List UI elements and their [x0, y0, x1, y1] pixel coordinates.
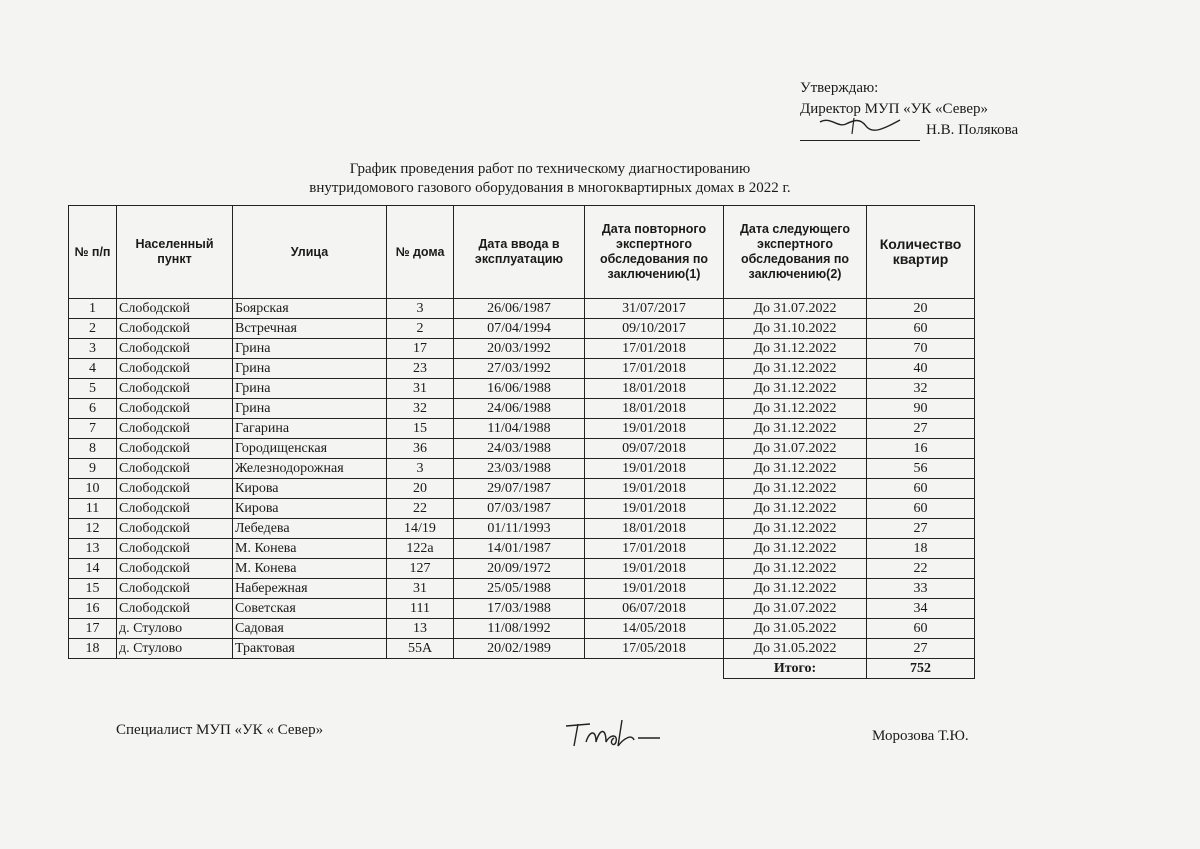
next-inspection-date-cell: До 31.12.2022: [724, 339, 867, 359]
house-number-cell: 3: [387, 459, 454, 479]
row-number-cell: 13: [69, 539, 117, 559]
apartments-count-cell: 32: [867, 379, 975, 399]
header-cell: № дома: [387, 206, 454, 299]
repeat-inspection-date-cell: 18/01/2018: [585, 519, 724, 539]
table-row: [69, 619, 975, 639]
house-number-cell: 127: [387, 559, 454, 579]
repeat-inspection-date-cell: 18/01/2018: [585, 379, 724, 399]
row-number-cell: 5: [69, 379, 117, 399]
apartments-count-cell: 60: [867, 479, 975, 499]
row-number-cell: 12: [69, 519, 117, 539]
row-number-cell: 9: [69, 459, 117, 479]
commission-date-cell: 26/06/1987: [454, 299, 585, 319]
commission-date-cell: 20/09/1972: [454, 559, 585, 579]
apartments-count-cell: 20: [867, 299, 975, 319]
settlement-cell: Слободской: [117, 299, 233, 319]
commission-date-cell: 07/04/1994: [454, 319, 585, 339]
house-number-cell: 14/19: [387, 519, 454, 539]
apartments-count-cell: 60: [867, 619, 975, 639]
next-inspection-date-cell: До 31.12.2022: [724, 459, 867, 479]
settlement-cell: Слободской: [117, 379, 233, 399]
commission-date-cell: 24/06/1988: [454, 399, 585, 419]
settlement-cell: Слободской: [117, 559, 233, 579]
table-row: [69, 399, 975, 419]
row-number-cell: 3: [69, 339, 117, 359]
next-inspection-date-cell: До 31.12.2022: [724, 379, 867, 399]
table-row: [69, 479, 975, 499]
specialist-label: Специалист МУП «УК « Север»: [116, 722, 324, 738]
row-number-cell: 7: [69, 419, 117, 439]
street-cell: Трактовая: [233, 639, 387, 659]
street-cell: Грина: [233, 379, 387, 399]
header-cell: Дата ввода в эксплуатацию: [454, 206, 585, 299]
repeat-inspection-date-cell: 14/05/2018: [585, 619, 724, 639]
house-number-cell: 20: [387, 479, 454, 499]
next-inspection-date-cell: До 31.12.2022: [724, 499, 867, 519]
next-inspection-date-cell: До 31.07.2022: [724, 599, 867, 619]
next-inspection-date-cell: До 31.12.2022: [724, 519, 867, 539]
row-number-cell: 4: [69, 359, 117, 379]
row-number-cell: 15: [69, 579, 117, 599]
total-spacer: [69, 659, 724, 679]
row-number-cell: 16: [69, 599, 117, 619]
repeat-inspection-date-cell: 17/01/2018: [585, 539, 724, 559]
repeat-inspection-date-cell: 09/07/2018: [585, 439, 724, 459]
next-inspection-date-cell: До 31.12.2022: [724, 559, 867, 579]
approval-heading: Утверждаю:: [800, 80, 879, 96]
house-number-cell: 15: [387, 419, 454, 439]
table-row: [69, 339, 975, 359]
commission-date-cell: 16/06/1988: [454, 379, 585, 399]
settlement-cell: Слободской: [117, 579, 233, 599]
commission-date-cell: 23/03/1988: [454, 459, 585, 479]
next-inspection-date-cell: До 31.07.2022: [724, 299, 867, 319]
settlement-cell: Слободской: [117, 319, 233, 339]
total-row: [69, 659, 975, 679]
street-cell: Кирова: [233, 499, 387, 519]
street-cell: Встречная: [233, 319, 387, 339]
table-row: [69, 499, 975, 519]
commission-date-cell: 29/07/1987: [454, 479, 585, 499]
table-row: [69, 639, 975, 659]
street-cell: Набережная: [233, 579, 387, 599]
settlement-cell: д. Стулово: [117, 619, 233, 639]
table-header-row: [69, 206, 975, 299]
table-row: [69, 559, 975, 579]
next-inspection-date-cell: До 31.12.2022: [724, 539, 867, 559]
commission-date-cell: 11/08/1992: [454, 619, 585, 639]
street-cell: Грина: [233, 339, 387, 359]
header-cell: Дата повторного экспертного обследования по заключению(1): [585, 206, 724, 299]
approval-block: [800, 78, 1060, 141]
header-cell: Дата следующего экспертного обследования по заключению(2): [724, 206, 867, 299]
apartments-count-cell: 90: [867, 399, 975, 419]
row-number-cell: 8: [69, 439, 117, 459]
apartments-count-cell: 27: [867, 519, 975, 539]
approval-position: Директор МУП «УК «Север»: [800, 101, 989, 117]
commission-date-cell: 14/01/1987: [454, 539, 585, 559]
commission-date-cell: 07/03/1987: [454, 499, 585, 519]
row-number-cell: 10: [69, 479, 117, 499]
house-number-cell: 13: [387, 619, 454, 639]
apartments-count-cell: 40: [867, 359, 975, 379]
apartments-count-cell: 34: [867, 599, 975, 619]
settlement-cell: Слободской: [117, 339, 233, 359]
table-row: [69, 379, 975, 399]
house-number-cell: 3: [387, 299, 454, 319]
director-signature-icon: [816, 114, 906, 138]
repeat-inspection-date-cell: 19/01/2018: [585, 479, 724, 499]
street-cell: Кирова: [233, 479, 387, 499]
schedule-table: [68, 205, 975, 679]
street-cell: Лебедева: [233, 519, 387, 539]
settlement-cell: Слободской: [117, 399, 233, 419]
house-number-cell: 55А: [387, 639, 454, 659]
commission-date-cell: 25/05/1988: [454, 579, 585, 599]
commission-date-cell: 20/03/1992: [454, 339, 585, 359]
repeat-inspection-date-cell: 19/01/2018: [585, 499, 724, 519]
director-name: Н.В. Полякова: [926, 122, 1019, 138]
commission-date-cell: 11/04/1988: [454, 419, 585, 439]
total-value: 752: [867, 659, 975, 679]
street-cell: Железнодорожная: [233, 459, 387, 479]
row-number-cell: 1: [69, 299, 117, 319]
repeat-inspection-date-cell: 06/07/2018: [585, 599, 724, 619]
document-title: [250, 160, 850, 198]
street-cell: М. Конева: [233, 539, 387, 559]
house-number-cell: 32: [387, 399, 454, 419]
title-line-2: внутридомового газового оборудования в многоквартирных домах в 2022 г.: [309, 180, 791, 196]
row-number-cell: 11: [69, 499, 117, 519]
commission-date-cell: 20/02/1989: [454, 639, 585, 659]
commission-date-cell: 01/11/1993: [454, 519, 585, 539]
repeat-inspection-date-cell: 17/05/2018: [585, 639, 724, 659]
next-inspection-date-cell: До 31.12.2022: [724, 419, 867, 439]
next-inspection-date-cell: До 31.12.2022: [724, 399, 867, 419]
row-number-cell: 18: [69, 639, 117, 659]
apartments-count-cell: 18: [867, 539, 975, 559]
repeat-inspection-date-cell: 17/01/2018: [585, 339, 724, 359]
next-inspection-date-cell: До 31.07.2022: [724, 439, 867, 459]
header-cell: Населенный пункт: [117, 206, 233, 299]
house-number-cell: 2: [387, 319, 454, 339]
repeat-inspection-date-cell: 17/01/2018: [585, 359, 724, 379]
next-inspection-date-cell: До 31.05.2022: [724, 619, 867, 639]
house-number-cell: 31: [387, 379, 454, 399]
settlement-cell: Слободской: [117, 359, 233, 379]
street-cell: Садовая: [233, 619, 387, 639]
row-number-cell: 6: [69, 399, 117, 419]
repeat-inspection-date-cell: 19/01/2018: [585, 459, 724, 479]
row-number-cell: 14: [69, 559, 117, 579]
table-row: [69, 439, 975, 459]
street-cell: Боярская: [233, 299, 387, 319]
specialist-name: Морозова Т.Ю.: [872, 728, 969, 744]
table-row: [69, 519, 975, 539]
approval-signature-line: [800, 120, 1060, 141]
repeat-inspection-date-cell: 31/07/2017: [585, 299, 724, 319]
settlement-cell: Слободской: [117, 539, 233, 559]
street-cell: Грина: [233, 359, 387, 379]
street-cell: М. Конева: [233, 559, 387, 579]
apartments-count-cell: 56: [867, 459, 975, 479]
table-row: [69, 579, 975, 599]
table-row: [69, 419, 975, 439]
settlement-cell: Слободской: [117, 499, 233, 519]
house-number-cell: 17: [387, 339, 454, 359]
specialist-signature-icon: [560, 712, 670, 752]
house-number-cell: 31: [387, 579, 454, 599]
house-number-cell: 36: [387, 439, 454, 459]
settlement-cell: Слободской: [117, 519, 233, 539]
next-inspection-date-cell: До 31.05.2022: [724, 639, 867, 659]
street-cell: Грина: [233, 399, 387, 419]
settlement-cell: д. Стулово: [117, 639, 233, 659]
table-row: [69, 599, 975, 619]
repeat-inspection-date-cell: 19/01/2018: [585, 559, 724, 579]
table-row: [69, 319, 975, 339]
settlement-cell: Слободской: [117, 479, 233, 499]
house-number-cell: 122а: [387, 539, 454, 559]
next-inspection-date-cell: До 31.10.2022: [724, 319, 867, 339]
settlement-cell: Слободской: [117, 459, 233, 479]
apartments-count-cell: 16: [867, 439, 975, 459]
table-row: [69, 539, 975, 559]
street-cell: Городищенская: [233, 439, 387, 459]
settlement-cell: Слободской: [117, 419, 233, 439]
table-row: [69, 359, 975, 379]
house-number-cell: 23: [387, 359, 454, 379]
settlement-cell: Слободской: [117, 599, 233, 619]
apartments-count-cell: 70: [867, 339, 975, 359]
apartments-count-cell: 22: [867, 559, 975, 579]
next-inspection-date-cell: До 31.12.2022: [724, 579, 867, 599]
repeat-inspection-date-cell: 18/01/2018: [585, 399, 724, 419]
signature-underline: [800, 124, 920, 141]
apartments-count-cell: 27: [867, 419, 975, 439]
title-line-1: График проведения работ по техническому диагностированию: [349, 161, 751, 177]
apartments-count-cell: 60: [867, 319, 975, 339]
house-number-cell: 22: [387, 499, 454, 519]
apartments-count-cell: 27: [867, 639, 975, 659]
next-inspection-date-cell: До 31.12.2022: [724, 359, 867, 379]
total-label: Итого:: [724, 659, 867, 679]
repeat-inspection-date-cell: 19/01/2018: [585, 419, 724, 439]
header-cell: № п/п: [69, 206, 117, 299]
header-cell: Улица: [233, 206, 387, 299]
commission-date-cell: 24/03/1988: [454, 439, 585, 459]
row-number-cell: 17: [69, 619, 117, 639]
street-cell: Советская: [233, 599, 387, 619]
street-cell: Гагарина: [233, 419, 387, 439]
repeat-inspection-date-cell: 09/10/2017: [585, 319, 724, 339]
table-row: [69, 299, 975, 319]
house-number-cell: 111: [387, 599, 454, 619]
apartments-count-cell: 60: [867, 499, 975, 519]
apartments-count-cell: 33: [867, 579, 975, 599]
repeat-inspection-date-cell: 19/01/2018: [585, 579, 724, 599]
table-row: [69, 459, 975, 479]
settlement-cell: Слободской: [117, 439, 233, 459]
header-cell: Количество квартир: [867, 206, 975, 299]
next-inspection-date-cell: До 31.12.2022: [724, 479, 867, 499]
commission-date-cell: 27/03/1992: [454, 359, 585, 379]
row-number-cell: 2: [69, 319, 117, 339]
commission-date-cell: 17/03/1988: [454, 599, 585, 619]
